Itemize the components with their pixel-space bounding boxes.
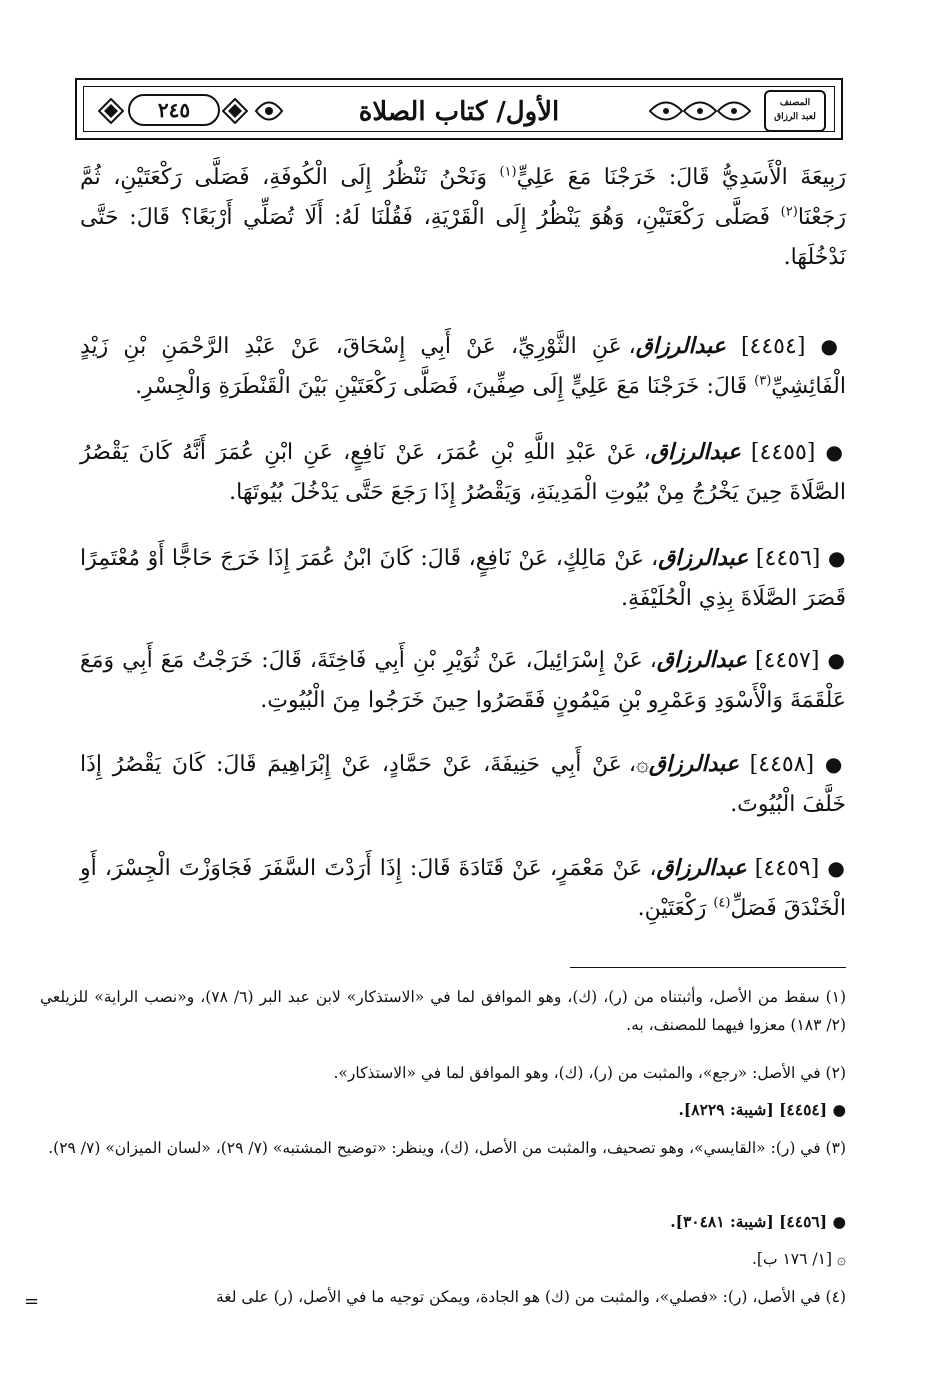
- hadith-entry-4454: [80, 326, 846, 407]
- ornament-band-icon: [646, 92, 756, 130]
- entry-text-a: ، عَنْ أَبِي حَنِيفَةَ، عَنْ حَمَّادٍ، عَنْ إِبْرَاهِيمَ قَالَ: كَانَ يَقْصُرُ إِذَا خَلَّفَ الْبُيُوتَ.: [80, 752, 846, 817]
- footnote-ref: (١): [499, 164, 517, 180]
- bullet-icon: ●: [825, 440, 846, 464]
- footnote-ref: (٢): [780, 204, 798, 220]
- bullet-icon: ●: [827, 648, 847, 672]
- entry-text-a: ، عَنْ إِسْرَائِيلَ، عَنْ ثُوَيْرِ بْنِ أَبِي فَاخِتَةَ، قَالَ: خَرَجْتُ مَعَ أَبِي وَمَعَ عَلْقَمَةَ وَالْأَسْوَدِ وَعَمْرِو بْنِ مَيْمُونٍ فَقَصَرُوا حِينَ خَرَجُوا مِنَ الْبُيُوتِ.: [80, 648, 846, 713]
- page-number-box: [98, 92, 248, 130]
- entry-number: [٤٤٥٤]: [740, 334, 806, 359]
- hadith-entry-4456: [80, 538, 846, 619]
- footnote-folio: ۞ [١/ ١٧٦ ب].: [751, 1250, 846, 1268]
- footnote-source-4454: ● [٤٤٥٤] [شيبة: ٨٢٢٩].: [678, 1100, 846, 1119]
- intro-paragraph: [80, 158, 846, 278]
- continuation-mark: =: [24, 1291, 40, 1312]
- footnote-3: (٣) في (ر): «القايسي»، وهو تصحيف، والمثبت من الأصل، (ك)، وينظر: «توضيح المشتبه» (٧/ ٢٩)، «لسان الميزان» (٧/ ٢٩).: [48, 1139, 846, 1157]
- entry-text-b: قَالَ: خَرَجْنَا مَعَ عَلِيٍّ إِلَى صِفِّينَ، فَصَلَّى رَكْعَتَيْنِ بَيْنَ الْقَنْطَرَةِ وَالْجِسْرِ.: [135, 374, 755, 399]
- entry-text-a: ، عَنْ مَالِكٍ، عَنْ نَافِعٍ، قَالَ: كَانَ ابْنُ عُمَرَ إِذَا خَرَجَ حَاجًّا أَوْ مُعْتَمِرًا قَصَرَ الصَّلَاةَ بِذِي الْحُلَيْفَةِ.: [80, 546, 846, 611]
- entry-text-a: ، عَنْ عَبْدِ اللَّهِ بْنِ عُمَرَ، عَنْ نَافِعٍ، عَنِ ابْنِ عُمَرَ أَنَّهُ كَانَ يَقْصُرُ الصَّلَاةَ حِينَ يَخْرُجُ مِنْ بُيُوتِ الْمَدِينَةِ، وَيَقْصُرُ إِذَا رَجَعَ حَتَّى يَدْخُلَ بُيُوتَهَا.: [80, 440, 846, 505]
- bullet-icon: ●: [824, 752, 847, 776]
- entry-number: [٤٤٥٩]: [754, 856, 820, 881]
- manuscript-mark-icon: ۞: [635, 752, 649, 777]
- page-number: ٢٤٥: [128, 94, 220, 126]
- narrator-name: عبدالرزاق: [635, 333, 726, 359]
- narrator-name: عبدالرزاق: [658, 545, 749, 571]
- page-header: [75, 78, 843, 140]
- logo-line-1: المصنف: [779, 98, 811, 108]
- header-frame: [83, 86, 835, 132]
- footnote-4: (٤) في الأصل، (ر): «فصلي»، والمثبت من (ك) هو الجادة، ويمكن توجيه ما في الأصل، (ر) على لغة: [215, 1288, 846, 1306]
- narrator-name: عبدالرزاق: [648, 751, 739, 777]
- hadith-entry-4455: [80, 432, 846, 513]
- entry-number: [٤٤٥٦]: [755, 546, 821, 571]
- book-logo: [764, 90, 826, 132]
- intro-text-c: فَصَلَّى رَكْعَتَيْنِ، وَهُوَ يَنْظُرُ إِلَى الْقَرْيَةِ، فَقُلْنَا لَهُ: أَلَا تُصَلِّي أَرْبَعًا؟ قَالَ: حَتَّى نَدْخُلَهَا.: [80, 205, 846, 270]
- entry-text-a: ، عَنْ مَعْمَرٍ، عَنْ قَتَادَةَ قَالَ: إِذَا أَرَدْتَ السَّفَرَ فَجَاوَزْتَ الْجِسْرَ، أَوِ الْخَنْدَقَ فَصَلِّ: [80, 856, 846, 921]
- bullet-icon: ●: [827, 856, 846, 880]
- hadith-entry-4459: [80, 848, 846, 929]
- narrator-name: عبدالرزاق: [656, 855, 747, 881]
- footnote-ref: (٤): [713, 895, 731, 911]
- entry-text-b: رَكْعَتَيْنِ.: [637, 896, 714, 921]
- left-ornament-icon: [98, 98, 124, 124]
- bullet-icon: ●: [827, 546, 847, 570]
- entry-text-a: ، عَنِ الثَّوْرِيِّ، عَنْ أَبِي إِسْحَاقَ، عَنْ عَبْدِ الرَّحْمَنِ بْنِ زَيْدٍ الْفَائِشِيِّ: [80, 334, 846, 399]
- hadith-entry-4458: [80, 744, 846, 825]
- entry-number: [٤٤٥٧]: [755, 648, 820, 673]
- narrator-name: عبدالرزاق: [656, 647, 747, 673]
- footnote-divider: [570, 967, 846, 968]
- bullet-icon: ●: [820, 334, 847, 358]
- footnote-1: (١) سقط من الأصل، وأثبتناه من (ر)، (ك)، وهو الموافق لما في «الاستذكار» لابن عبد البر (٦/ ٧٨)، و«نصب الراية» للزيلعي (٢/ ١٨٣) معزوا فيهما للمصنف، به.: [40, 988, 847, 1034]
- entry-number: [٤٤٥٨]: [749, 752, 815, 777]
- narrator-name: عبدالرزاق: [650, 439, 741, 465]
- intro-text-a: رَبِيعَةَ الْأَسَدِيُّ قَالَ: خَرَجْنَا مَعَ عَلِيٍّ: [516, 165, 846, 190]
- header-title: الأول/ كتاب الصلاة: [358, 97, 560, 127]
- hadith-entry-4457: [80, 640, 846, 721]
- footnote-source-4456: ● [٤٤٥٦] [شيبة: ٣٠٤٨١].: [670, 1212, 846, 1231]
- entry-number: [٤٤٥٥]: [750, 440, 816, 465]
- ornament-band-icon: [254, 92, 284, 130]
- footnote-ref: (٣): [754, 373, 772, 389]
- left-ornament-icon: [222, 98, 248, 124]
- intro-text-b: وَنَحْنُ نَنْظُرُ إِلَى الْكُوفَةِ، فَصَلَّى رَكْعَتَيْنِ، ثُمَّ رَجَعْنَا: [80, 165, 846, 230]
- logo-line-2: لعبد الرزاق: [774, 112, 816, 122]
- footnote-2: (٢) في الأصل: «رجع»، والمثبت من (ر)، (ك)، وهو الموافق لما في «الاستذكار».: [333, 1064, 846, 1082]
